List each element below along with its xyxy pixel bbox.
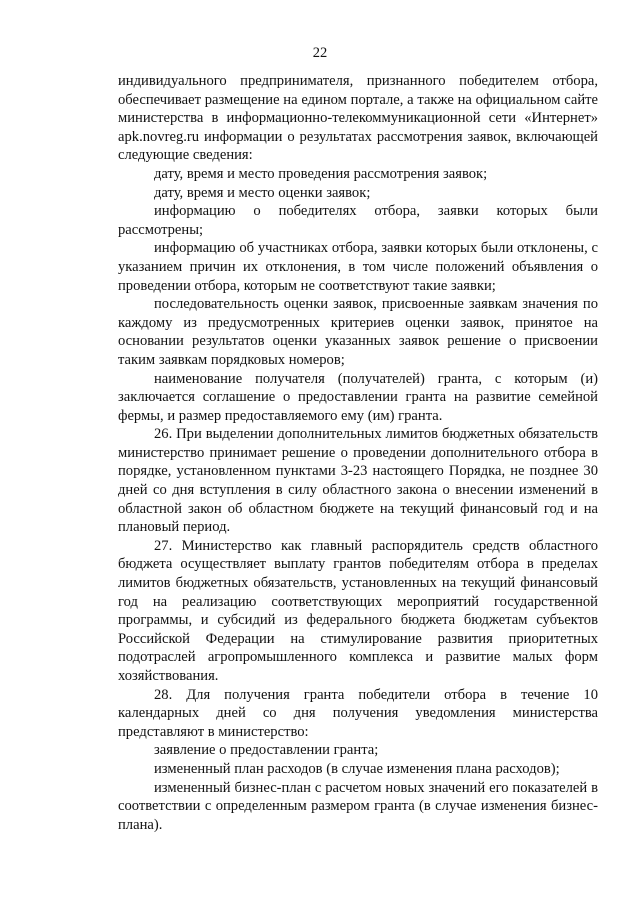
list-item-rejected-info: информацию об участниках отбора, заявки которых были отклонены, с указанием причин их отклонения, в том числе положений объявления о проведении отбора, которым не соответствуют такие заявки;	[118, 240, 598, 294]
list-item-review-date: дату, время и место проведения рассмотрения заявок;	[154, 165, 488, 182]
page-number: 22	[312, 45, 328, 61]
paragraph-26: 26. При выделении дополнительных лимитов бюджетных обязательств министерство принимает решение о проведении дополнительного отбора в порядке, установленном пунктами 3-23 настоящего Порядка, не позднее 30 дней со дня вступления в силу областного закона о внесении изменений в областной закон об областном бюджете на текущий финансовый год и на плановый период.	[118, 426, 598, 536]
paragraph-continued: индивидуального предпринимателя, признанного победителем отбора, обеспечивает размещение на едином портале, а также на официальном сайте министерства в информационно-телекоммуникационной сети «Интернет» apk.novreg.ru информации о результатах рассмотрения заявок, включающей следующие сведения:	[118, 73, 598, 164]
document-body	[118, 72, 598, 834]
list-item-grant-recipient: наименование получателя (получателей) гранта, с которым (и) заключается соглашение о предоставлении гранта на развитие семейной фермы, и размер предоставляемого ему (им) гранта.	[118, 370, 598, 424]
paragraph-27: 27. Министерство как главный распорядитель средств областного бюджета осуществляет выплату грантов победителям отбора в пределах лимитов бюджетных обязательств, установленных на текущий финансовый год на реализацию соответствующих мероприятий государственной программы, и субсидий из федерального бюджета бюджетам субъектов Российской Федерации на стимулирование развития приоритетных подотраслей агропромышленного комплекса и развитие малых форм хозяйствования.	[118, 537, 598, 684]
paragraph-28: 28. Для получения гранта победители отбора в течение 10 календарных дней со дня получения уведомления министерства представляют в министерство:	[118, 686, 598, 740]
list-item-evaluation-sequence: последовательность оценки заявок, присвоенные заявкам значения по каждому из предусмотренных критериев оценки заявок, принятое на основании результатов оценки указанных заявок решение о присвоении таким заявкам порядковых номеров;	[118, 296, 598, 368]
list-item-expense-plan: измененный план расходов (в случае изменения плана расходов);	[154, 760, 560, 777]
list-item-application: заявление о предоставлении гранта;	[154, 742, 379, 759]
list-item-winners-info: информацию о победителях отбора, заявки которых были рассмотрены;	[118, 203, 598, 238]
list-item-evaluation-date: дату, время и место оценки заявок;	[154, 184, 371, 201]
list-item-business-plan: измененный бизнес-план с расчетом новых значений его показателей в соответствии с определенным размером гранта (в случае изменения бизнес-плана).	[118, 779, 598, 833]
